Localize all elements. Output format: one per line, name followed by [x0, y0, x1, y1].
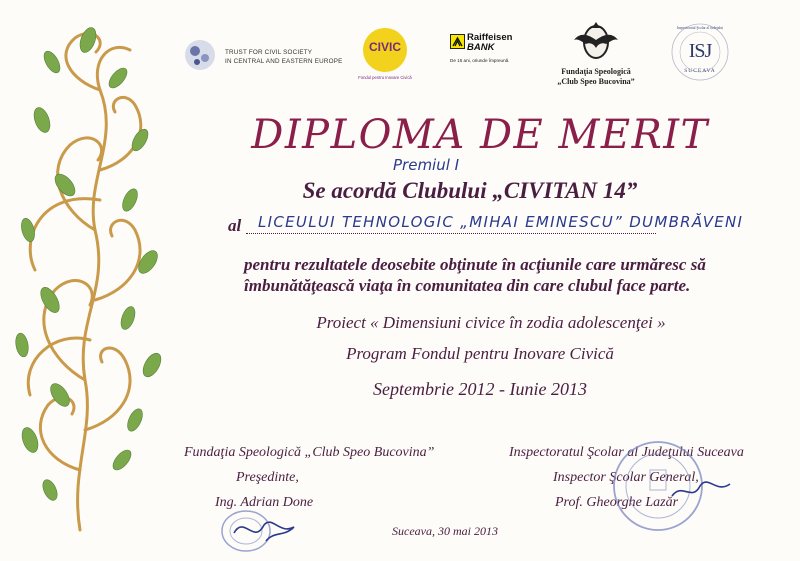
- place-date: Suceava, 30 mai 2013: [392, 524, 498, 538]
- speo-line1: Fundaţia Speologică: [561, 67, 631, 76]
- civic-logo: [352, 26, 418, 82]
- left-sign-role: Preşedinte,: [236, 470, 299, 485]
- globe-icon: [183, 38, 217, 72]
- raiffeisen-gable-icon: [450, 34, 465, 49]
- diploma-title: DIPLOMA DE MERIT: [251, 112, 709, 158]
- trust-logo: [183, 38, 343, 78]
- al-prefix: al: [228, 216, 242, 235]
- isj-logo: [670, 22, 730, 82]
- raiffeisen-logo: [450, 34, 530, 70]
- reason-line1: pentru rezultatele deosebite obţinute în acţiunile care urmăresc să: [244, 255, 706, 274]
- raiffeisen-name2: BANK: [467, 42, 495, 53]
- trust-line2: IN CENTRAL AND EASTERN EUROPE: [225, 58, 343, 65]
- bat-emblem-icon: [570, 14, 622, 60]
- trust-line1: TRUST FOR CIVIL SOCIETY: [225, 49, 313, 56]
- awarded-to: Se acordă Clubului „CIVITAN 14”: [302, 178, 638, 203]
- left-sign-name: Ing. Adrian Done: [215, 495, 314, 510]
- left-sign-org: Fundaţia Speologică „Club Speo Bucovina”: [184, 445, 435, 460]
- school-handwritten: LICEULUI TEHNOLOGIC „MIHAI EMINESCU” DUMBRĂVENI: [258, 213, 744, 231]
- left-stamp-icon: [214, 505, 314, 553]
- raiffeisen-tagline: De 15 ani, oriunde împreună.: [450, 58, 510, 63]
- project-name: Proiect « Dimensiuni civice în zodia adolescenţei »: [316, 313, 666, 332]
- isj-letters: ISJ: [688, 40, 712, 62]
- right-sign-org: Inspectoratul Şcolar al Judeţului Suceava: [509, 445, 744, 460]
- school-dotted-line: [246, 233, 656, 234]
- program-name: Program Fondul pentru Inovare Civică: [346, 344, 614, 363]
- tree-decoration-icon: [0, 0, 170, 561]
- right-sign-name: Prof. Gheorghe Lazăr: [555, 495, 679, 510]
- prize-handwritten: Premiul I: [393, 156, 460, 174]
- raiffeisen-name1: Raiffeisen: [467, 32, 513, 43]
- civic-caption: Fondul pentru Inovare Civică: [358, 75, 412, 80]
- period: Septembrie 2012 - Iunie 2013: [373, 379, 587, 399]
- speo-line2: „Club Speo Bucovina”: [557, 77, 635, 86]
- right-stamp-icon: [612, 434, 738, 544]
- speo-logo: [546, 14, 646, 94]
- isj-ring-top: Inspectoratul Şcolar al Judeţului: [676, 26, 724, 30]
- isj-ring-bottom: SUCEAVA: [684, 68, 716, 74]
- reason-line2: îmbunătăţească viaţa în comunitatea din care clubul face parte.: [244, 276, 691, 295]
- civic-name: CIVIC: [368, 40, 401, 54]
- right-sign-role: Inspector Şcolar General,: [553, 470, 699, 485]
